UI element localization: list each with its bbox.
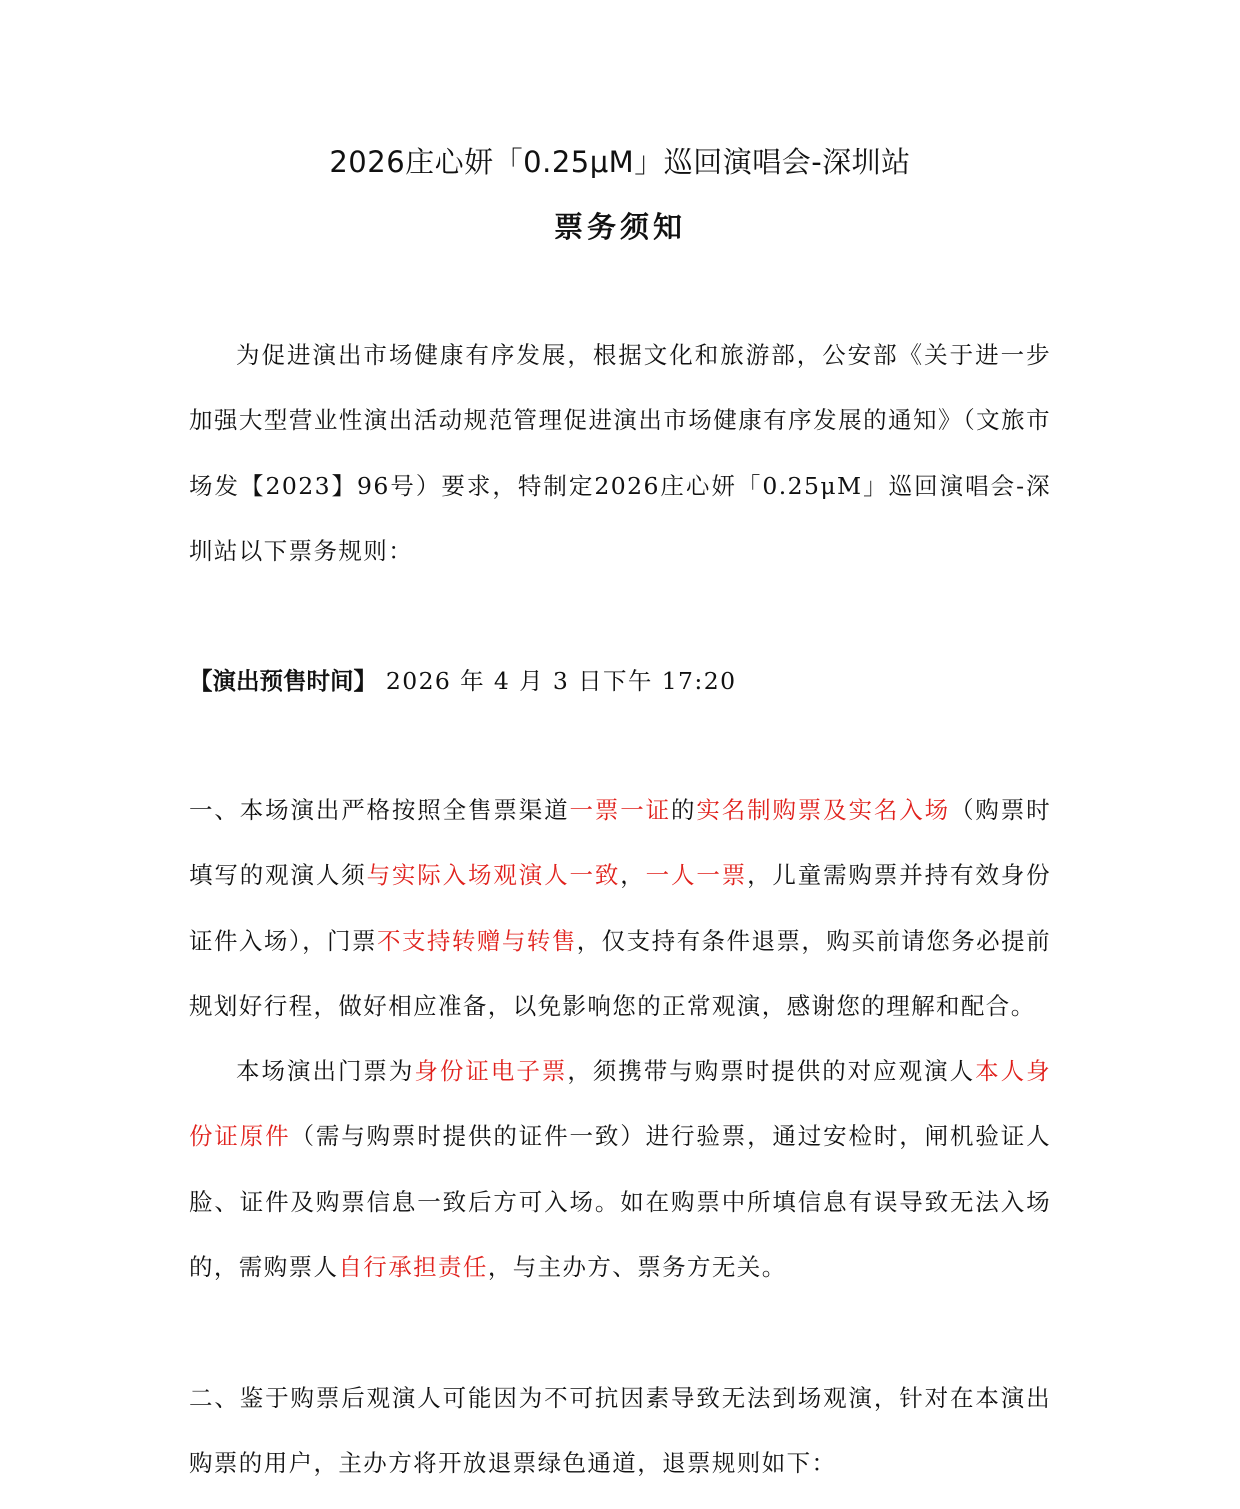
section-one-text-3: （购票时填写的观演人须 (189, 796, 1052, 890)
section-one-text-5: ，儿童需购票并持有效身份证件入场），门票 (189, 861, 1051, 955)
section-one-b-text-2: ，须携带与购票时提供的对应观演人 (567, 1057, 976, 1085)
presale-label: 【演出预售时间】 (189, 667, 377, 695)
section-one-id-paragraph (189, 1039, 1051, 1300)
section-one-b-text-4: ，与主办方、票务方无关。 (487, 1252, 787, 1281)
emphasis-one-person-one-ticket: 一人一票 (645, 861, 748, 890)
emphasis-no-transfer: 不支持转赠与转售 (376, 926, 577, 955)
section-one-text-1: 一、本场演出严格按照全售票渠道 (189, 796, 570, 824)
document-subtitle: 票务须知 (553, 210, 686, 244)
intro-paragraph: 为促进演出市场健康有序发展，根据文化和旅游部，公安部《关于进一步加强大型营业性演出活动规范管理促进演出市场健康有序发展的通知》（文旅市场发【2023】96号）要求，特制定2026庄心妍「0.25μM」巡回演唱会-深圳站以下票务规则： (189, 341, 1051, 565)
emphasis-one-ticket-one-id: 一票一证 (569, 796, 671, 824)
emphasis-same-attendee: 与实际入场观演人一致 (366, 861, 621, 890)
document-title: 2026庄心妍「0.25μM」巡回演唱会-深圳站 (329, 145, 911, 179)
section-two-paragraph: 二、鉴于购票后观演人可能因为不可抗因素导致无法到场观演，针对在本演出购票的用户，主办方将开放退票绿色通道，退票规则如下： (189, 1384, 1051, 1478)
emphasis-id-e-ticket: 身份证电子票 (414, 1057, 568, 1085)
emphasis-original-id: 本人身份证原件 (189, 1057, 1051, 1151)
section-one-text-2: 的 (670, 796, 697, 824)
section-one-b-text-3: （需与购票时提供的证件一致）进行验票，通过安检时，闸机验证人脸、证件及购票信息一致后方可入场。如在购票中所填信息有误导致无法入场的，需购票人 (189, 1122, 1051, 1281)
section-one-text-4: ， (620, 861, 646, 890)
emphasis-own-responsibility: 自行承担责任 (338, 1252, 488, 1281)
emphasis-real-name: 实名制购票及实名入场 (696, 796, 951, 824)
section-one-b-text-1: 本场演出门票为 (236, 1057, 415, 1085)
presale-paragraph (189, 649, 1051, 714)
section-one-paragraph (189, 778, 1051, 1039)
section-one-text-6: ，仅支持有条件退票，购买前请您务必提前规划好行程，做好相应准备，以免影响您的正常观演，感谢您的理解和配合。 (189, 926, 1052, 1020)
presale-value: 2026 年 4 月 3 日下午 17:20 (385, 667, 737, 695)
